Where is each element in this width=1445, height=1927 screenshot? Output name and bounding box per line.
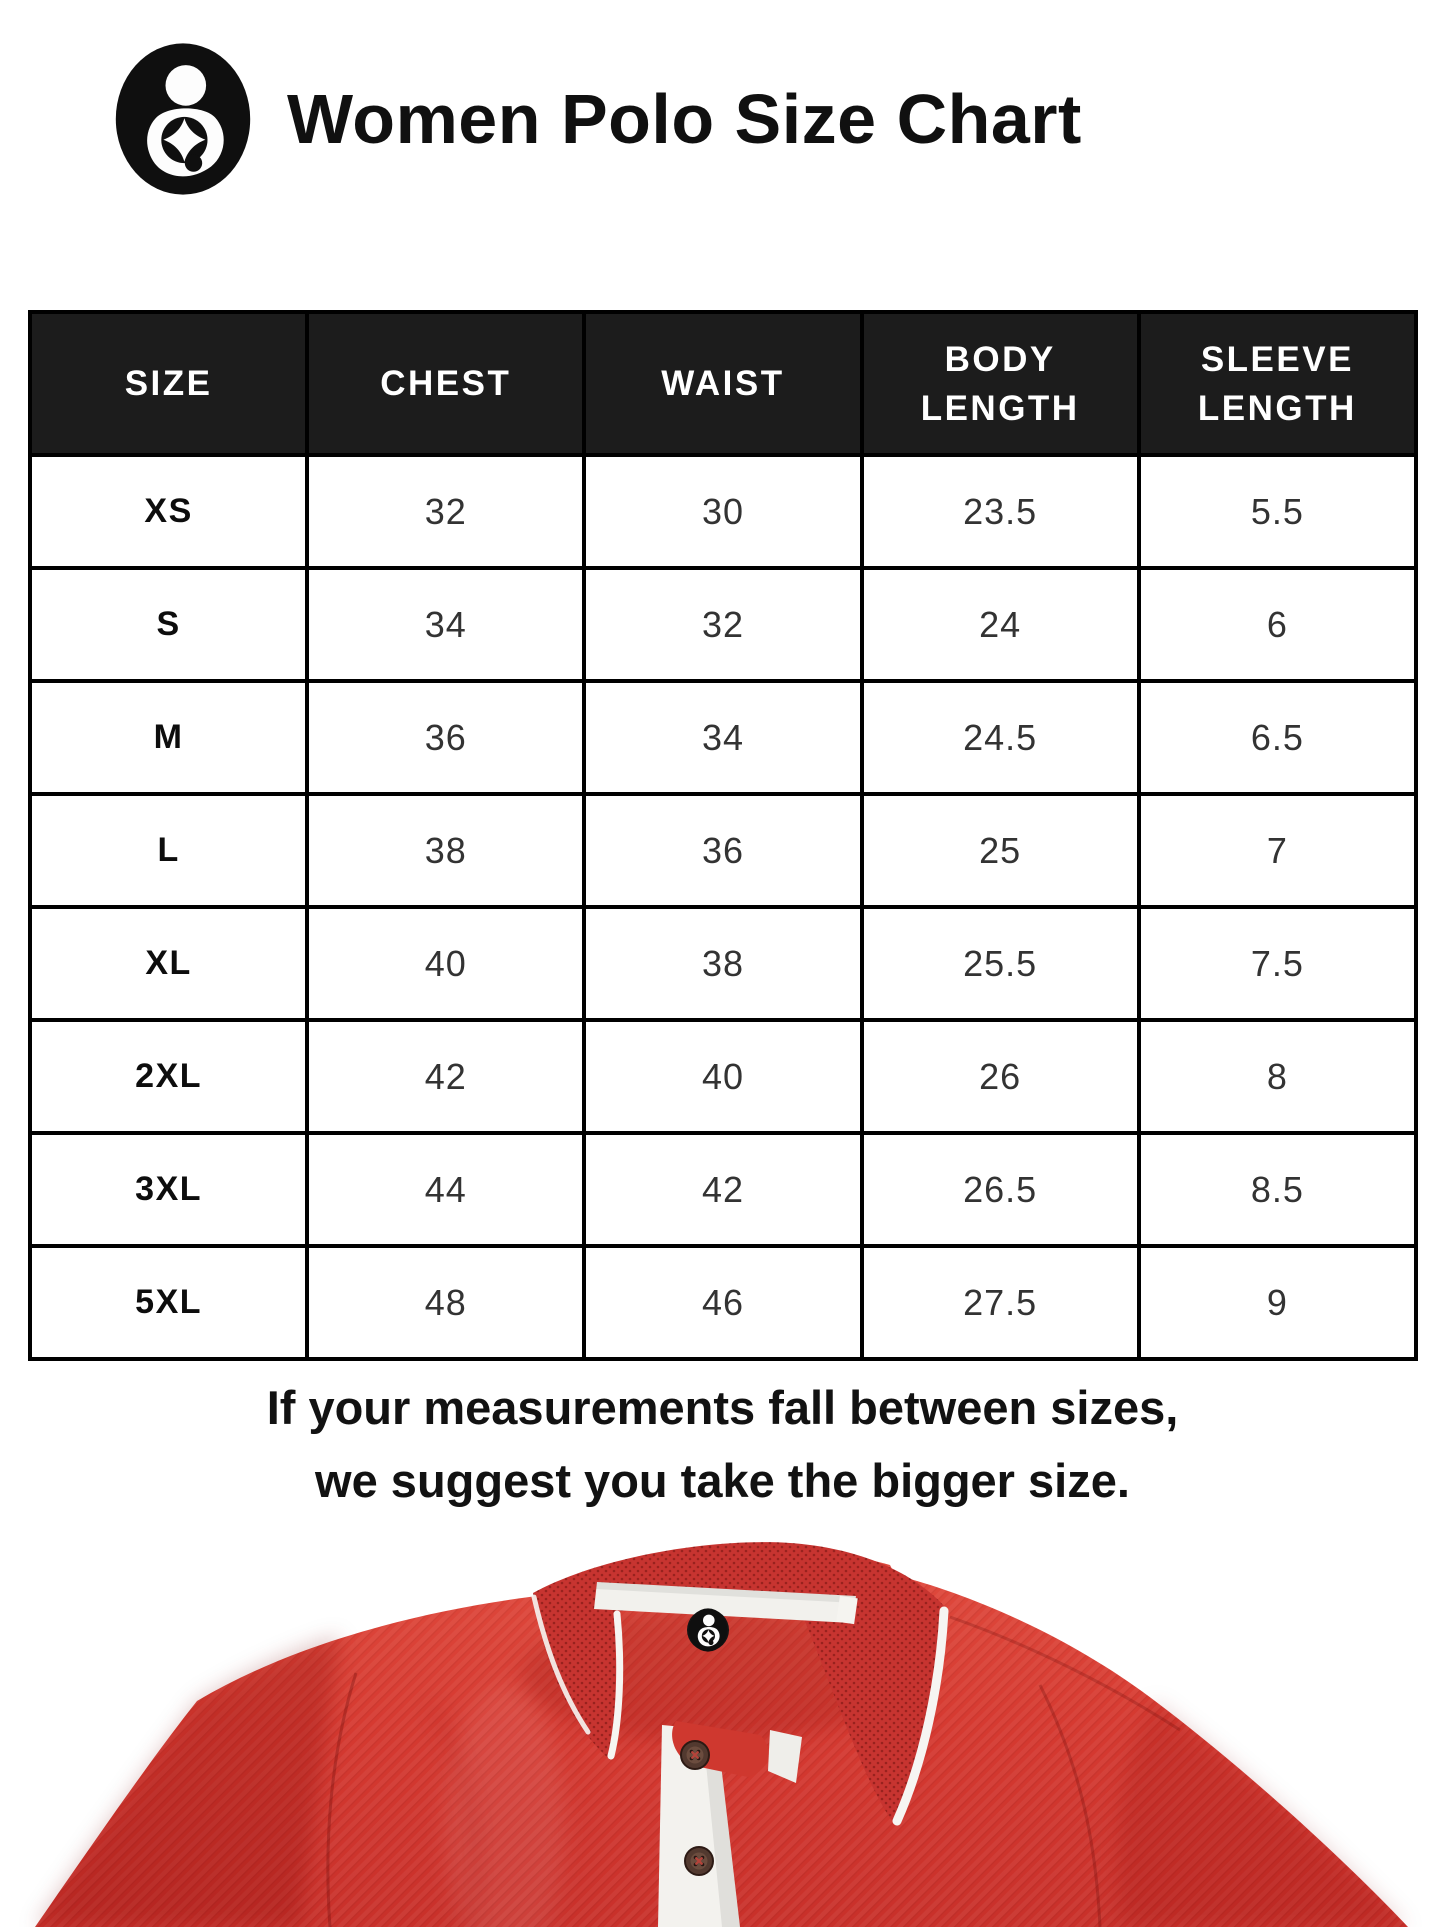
cell-waist: 42 bbox=[584, 1133, 861, 1246]
sleeve-shadow-right bbox=[1116, 1701, 1408, 1927]
cell-sleeve-length: 7.5 bbox=[1139, 907, 1416, 1020]
cell-body-length: 24 bbox=[862, 568, 1139, 681]
fit-note bbox=[0, 1372, 1445, 1518]
cell-body-length: 23.5 bbox=[862, 455, 1139, 568]
table-row bbox=[30, 1246, 1416, 1359]
brand-logo-icon bbox=[113, 42, 253, 196]
cell-chest: 38 bbox=[307, 794, 584, 907]
table-row bbox=[30, 1020, 1416, 1133]
collar-button bbox=[681, 1741, 709, 1769]
cell-waist: 40 bbox=[584, 1020, 861, 1133]
cell-waist: 34 bbox=[584, 681, 861, 794]
cell-body-length: 25.5 bbox=[862, 907, 1139, 1020]
table-row bbox=[30, 568, 1416, 681]
cell-body-length: 26 bbox=[862, 1020, 1139, 1133]
column-header-size: SIZE bbox=[30, 312, 307, 455]
column-header-sleeve-length: SLEEVE LENGTH bbox=[1139, 312, 1416, 455]
cell-chest: 36 bbox=[307, 681, 584, 794]
column-header-body-length: BODY LENGTH bbox=[862, 312, 1139, 455]
cell-waist: 38 bbox=[584, 907, 861, 1020]
cell-waist: 30 bbox=[584, 455, 861, 568]
cell-chest: 34 bbox=[307, 568, 584, 681]
fit-note-line2: we suggest you take the bigger size. bbox=[315, 1453, 1130, 1507]
cell-body-length: 26.5 bbox=[862, 1133, 1139, 1246]
cell-waist: 46 bbox=[584, 1246, 861, 1359]
table-row bbox=[30, 1133, 1416, 1246]
size-chart-table bbox=[28, 310, 1418, 1361]
cell-body-length: 25 bbox=[862, 794, 1139, 907]
cell-sleeve-length: 8.5 bbox=[1139, 1133, 1416, 1246]
fit-note-line1: If your measurements fall between sizes, bbox=[266, 1381, 1179, 1434]
cell-sleeve-length: 9 bbox=[1139, 1246, 1416, 1359]
cell-body-length: 24.5 bbox=[862, 681, 1139, 794]
page-title: Women Polo Size Chart bbox=[287, 80, 1082, 158]
cell-waist: 36 bbox=[584, 794, 861, 907]
cell-body-length: 27.5 bbox=[862, 1246, 1139, 1359]
table-row bbox=[30, 681, 1416, 794]
cell-size: 5XL bbox=[30, 1246, 307, 1359]
cell-size: XL bbox=[30, 907, 307, 1020]
cell-size: S bbox=[30, 568, 307, 681]
table-row bbox=[30, 455, 1416, 568]
table-row bbox=[30, 794, 1416, 907]
cell-sleeve-length: 7 bbox=[1139, 794, 1416, 907]
brand-header bbox=[113, 42, 1082, 196]
cell-chest: 48 bbox=[307, 1246, 584, 1359]
cell-chest: 40 bbox=[307, 907, 584, 1020]
cell-size: 2XL bbox=[30, 1020, 307, 1133]
table-header-row bbox=[30, 312, 1416, 455]
cell-chest: 44 bbox=[307, 1133, 584, 1246]
size-tab bbox=[836, 1596, 857, 1624]
cell-size: 3XL bbox=[30, 1133, 307, 1246]
cell-chest: 42 bbox=[307, 1020, 584, 1133]
cell-size: XS bbox=[30, 455, 307, 568]
polo-shirt-photo bbox=[0, 1525, 1445, 1927]
table-row bbox=[30, 907, 1416, 1020]
cell-sleeve-length: 8 bbox=[1139, 1020, 1416, 1133]
cell-size: M bbox=[30, 681, 307, 794]
cell-sleeve-length: 5.5 bbox=[1139, 455, 1416, 568]
sleeve-shadow-left bbox=[35, 1635, 340, 1927]
cell-sleeve-length: 6 bbox=[1139, 568, 1416, 681]
cell-waist: 32 bbox=[584, 568, 861, 681]
placket-button bbox=[685, 1847, 713, 1875]
column-header-waist: WAIST bbox=[584, 312, 861, 455]
cell-chest: 32 bbox=[307, 455, 584, 568]
column-header-chest: CHEST bbox=[307, 312, 584, 455]
cell-size: L bbox=[30, 794, 307, 907]
cell-sleeve-length: 6.5 bbox=[1139, 681, 1416, 794]
